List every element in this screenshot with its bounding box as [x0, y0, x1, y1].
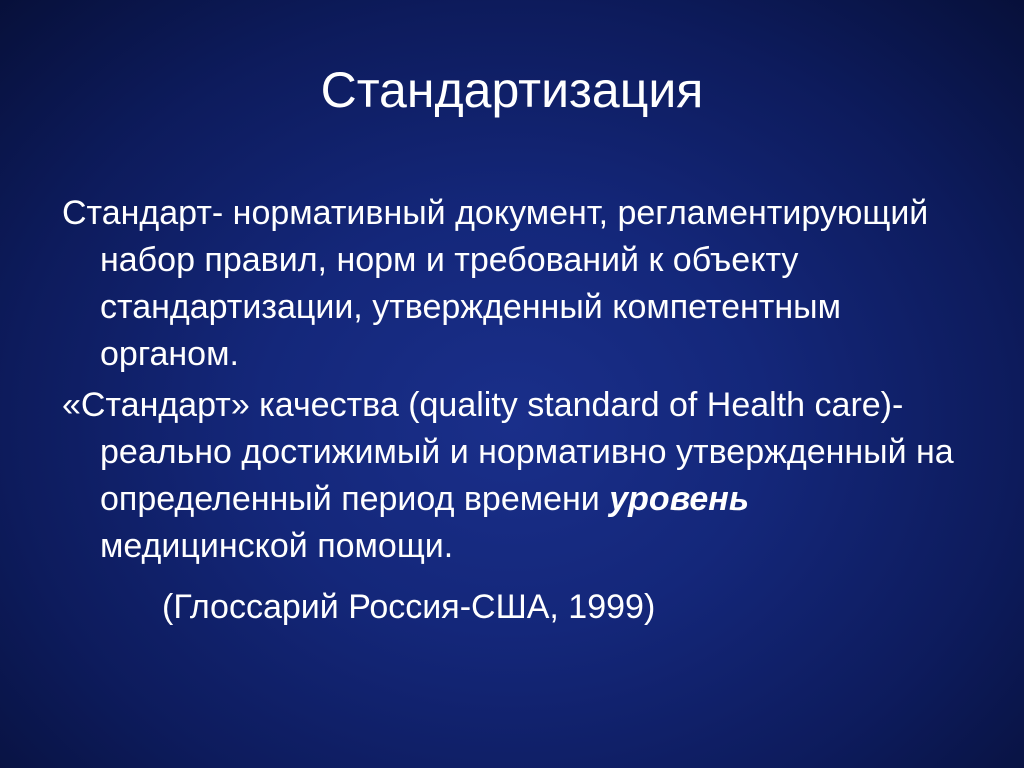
- emphasis-word: уровень: [609, 480, 750, 518]
- quality-standard-text-before: «Стандарт» качества (quality standard of Health care)- реально достижимый и нормативно утвержденный на определенный период времени: [62, 386, 954, 518]
- definition-paragraph: Стандарт- нормативный документ, регламентирующий набор правил, норм и требований к объекту стандартизации, утвержденный компетентным органом.: [62, 194, 929, 373]
- slide-body: [62, 190, 962, 631]
- citation: (Глоссарий Россия-США, 1999): [162, 588, 656, 626]
- slide-title: Стандартизация: [320, 62, 704, 118]
- quality-standard-text-after: медицинской помощи.: [100, 527, 454, 565]
- quality-standard-paragraph: [62, 382, 962, 570]
